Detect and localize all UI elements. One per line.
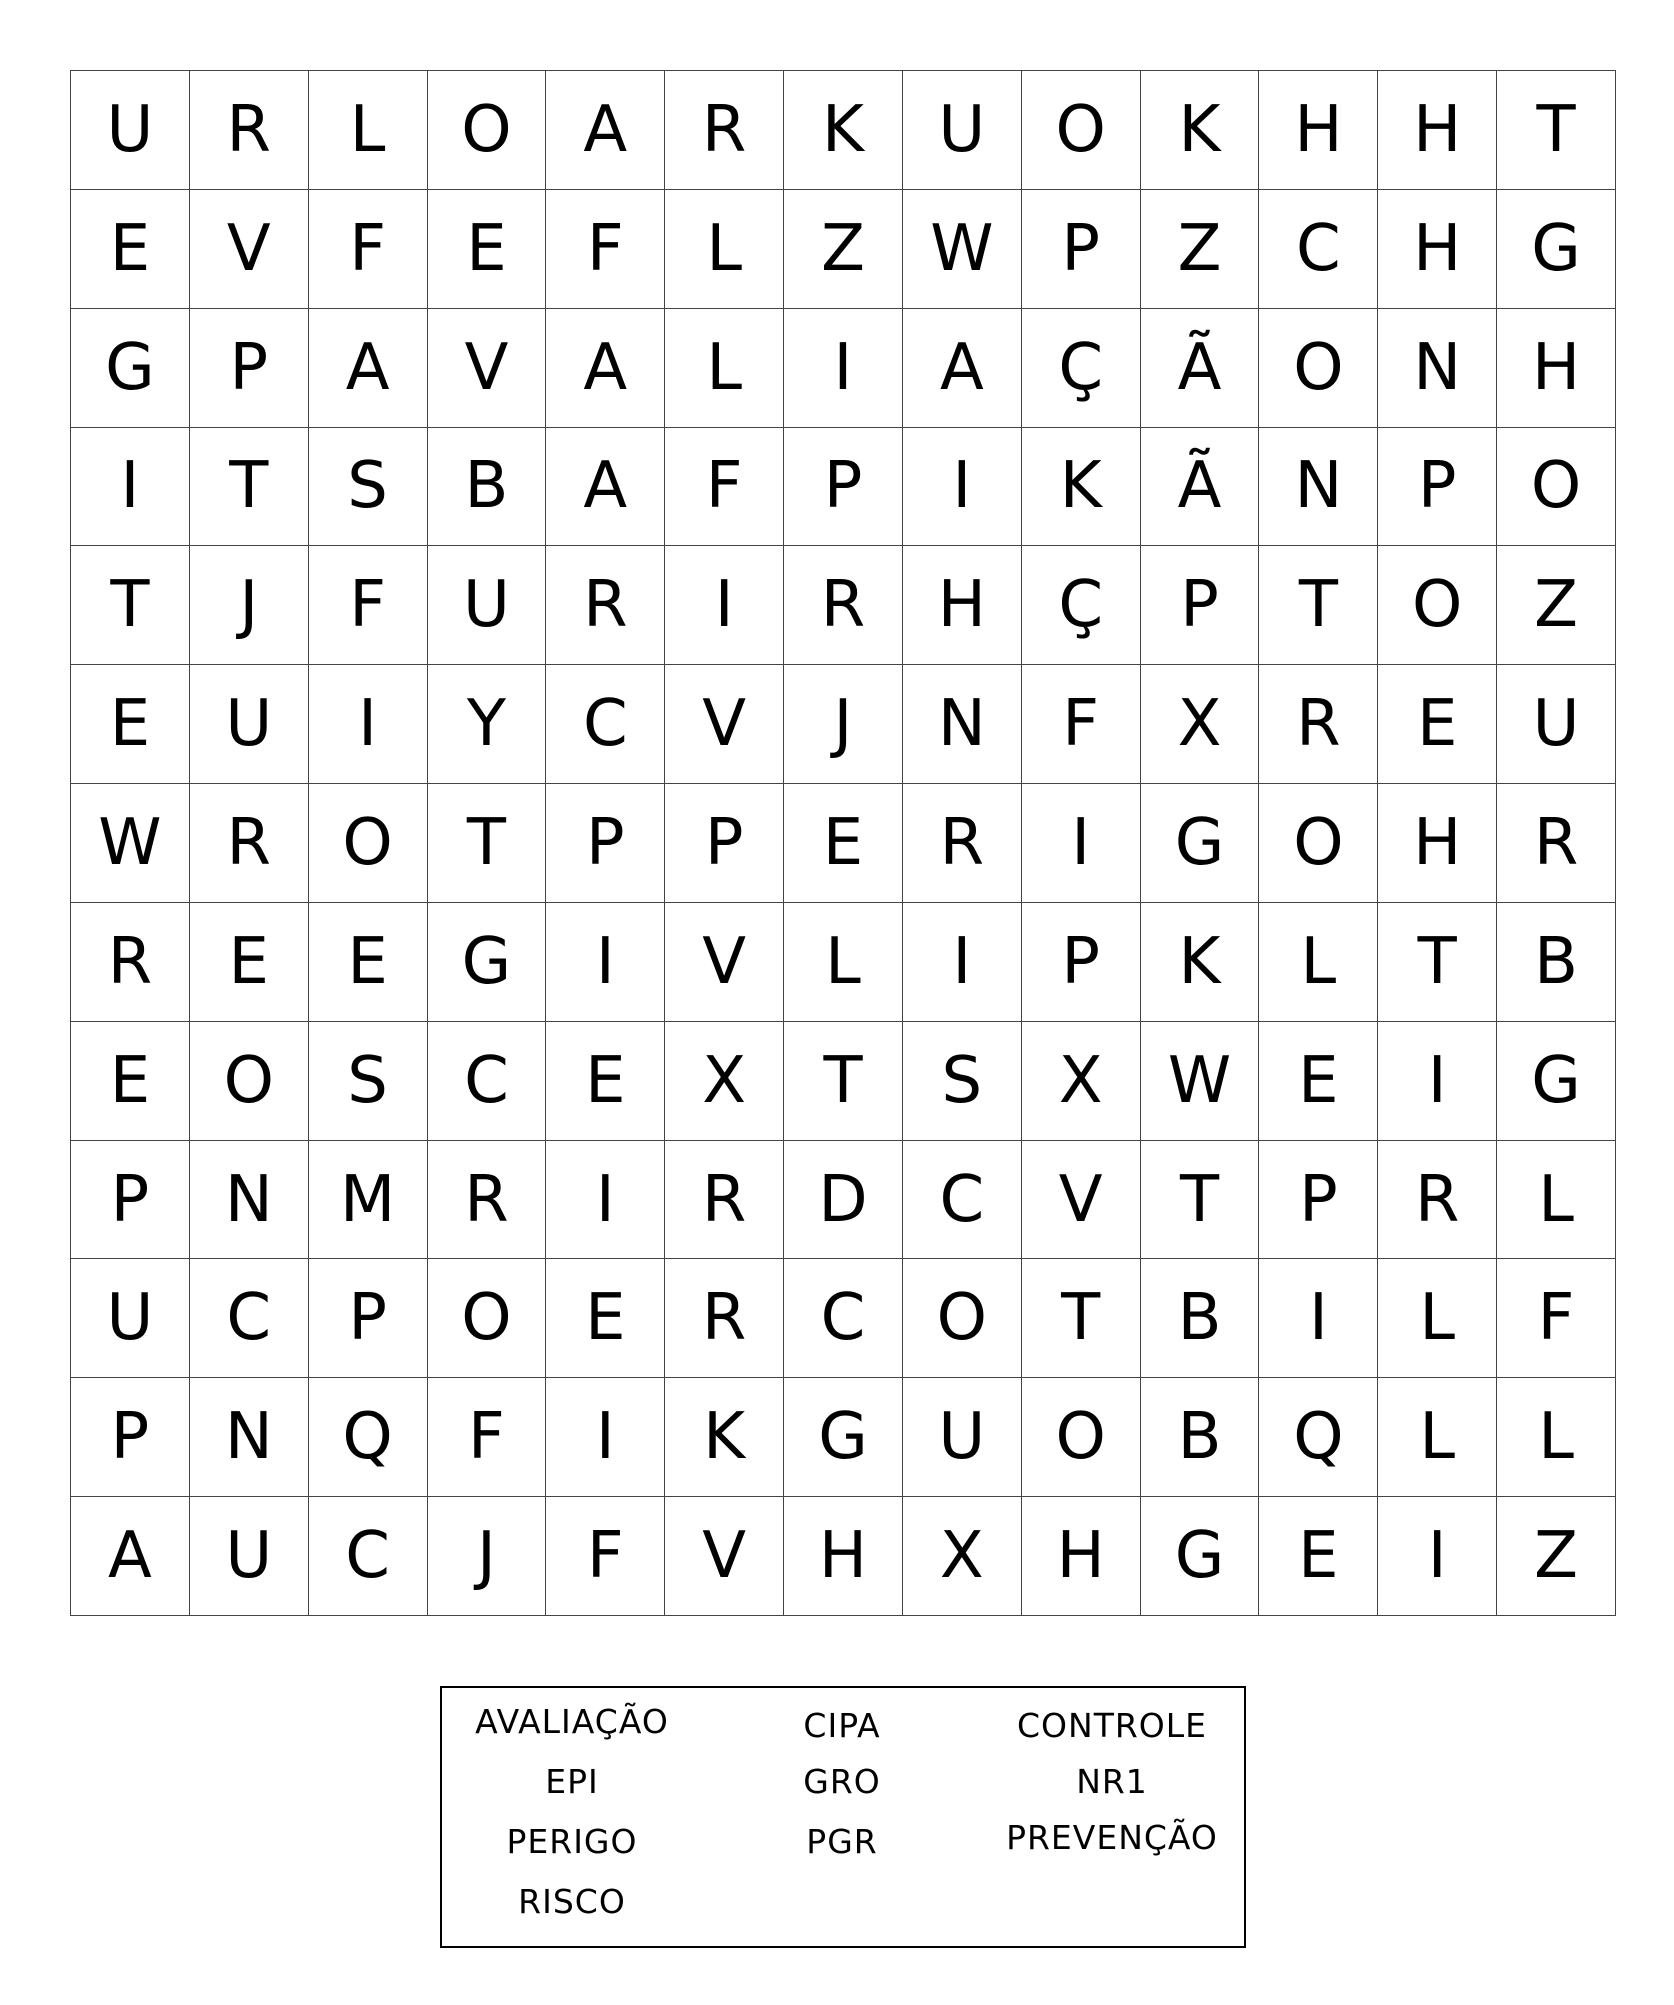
grid-cell[interactable]: Z [784,190,903,309]
grid-cell[interactable]: H [1497,309,1616,428]
grid-cell[interactable]: I [1378,1497,1497,1616]
grid-cell[interactable]: P [1378,428,1497,547]
grid-cell[interactable]: G [1497,190,1616,309]
grid-cell[interactable]: P [1022,190,1141,309]
grid-cell[interactable]: Ã [1141,428,1260,547]
grid-cell[interactable]: I [1378,1022,1497,1141]
grid-cell[interactable]: G [1141,1497,1260,1616]
grid-cell[interactable]: I [309,665,428,784]
word-list-box [440,1686,1246,1948]
grid-cell[interactable]: X [1141,665,1260,784]
grid-cell[interactable]: T [1378,903,1497,1022]
grid-cell[interactable]: K [784,71,903,190]
grid-cell[interactable]: R [428,1141,547,1260]
grid-cell[interactable]: R [665,71,784,190]
grid-cell[interactable]: R [903,784,1022,903]
grid-cell[interactable]: I [1259,1259,1378,1378]
grid-cell[interactable]: U [190,665,309,784]
grid-cell[interactable]: L [1378,1378,1497,1497]
grid-cell[interactable]: E [1378,665,1497,784]
grid-cell[interactable]: H [1022,1497,1141,1616]
grid-cell[interactable]: J [190,546,309,665]
grid-cell[interactable]: E [1259,1022,1378,1141]
grid-cell[interactable]: B [1141,1378,1260,1497]
grid-cell[interactable]: F [546,1497,665,1616]
grid-cell[interactable]: T [1497,71,1616,190]
grid-cell[interactable]: T [190,428,309,547]
grid-cell[interactable]: U [903,71,1022,190]
grid-cell[interactable]: E [546,1022,665,1141]
grid-cell[interactable]: C [546,665,665,784]
grid-cell[interactable]: L [665,309,784,428]
grid-cell[interactable]: S [309,428,428,547]
grid-cell[interactable]: E [71,665,190,784]
grid-cell[interactable]: I [903,903,1022,1022]
grid-cell[interactable]: V [428,309,547,428]
grid-cell[interactable]: V [665,903,784,1022]
grid-cell[interactable]: U [190,1497,309,1616]
grid-cell[interactable]: V [665,1497,784,1616]
grid-cell[interactable]: A [546,428,665,547]
grid-cell[interactable]: O [1378,546,1497,665]
grid-cell[interactable]: Ç [1022,309,1141,428]
grid-cell[interactable]: N [190,1378,309,1497]
grid-cell[interactable]: U [71,1259,190,1378]
word-list-item: RISCO [518,1882,626,1921]
grid-cell[interactable]: T [784,1022,903,1141]
grid-cell[interactable]: O [1259,309,1378,428]
grid-cell[interactable]: E [428,190,547,309]
grid-cell[interactable]: W [903,190,1022,309]
grid-cell[interactable]: T [1022,1259,1141,1378]
grid-cell[interactable]: U [428,546,547,665]
grid-cell[interactable]: P [71,1378,190,1497]
grid-cell[interactable]: P [665,784,784,903]
grid-cell[interactable]: H [784,1497,903,1616]
grid-cell[interactable]: R [665,1141,784,1260]
grid-cell[interactable]: V [665,665,784,784]
grid-cell[interactable]: R [190,784,309,903]
grid-cell[interactable]: P [1259,1141,1378,1260]
grid-cell[interactable]: W [71,784,190,903]
grid-cell[interactable]: F [1497,1259,1616,1378]
grid-cell[interactable]: N [1378,309,1497,428]
grid-cell[interactable]: H [903,546,1022,665]
grid-cell[interactable]: I [1022,784,1141,903]
grid-cell[interactable]: B [1497,903,1616,1022]
grid-cell[interactable]: F [309,546,428,665]
grid-cell[interactable]: L [1378,1259,1497,1378]
grid-cell[interactable]: I [546,903,665,1022]
grid-cell[interactable]: P [1022,903,1141,1022]
grid-cell[interactable]: V [190,190,309,309]
grid-cell[interactable]: P [1141,546,1260,665]
letter-grid [70,70,1616,1616]
grid-cell[interactable]: K [1022,428,1141,547]
grid-cell[interactable]: I [665,546,784,665]
grid-cell[interactable]: G [1497,1022,1616,1141]
grid-cell[interactable]: J [784,665,903,784]
grid-cell[interactable]: H [1378,71,1497,190]
grid-cell[interactable]: L [784,903,903,1022]
grid-cell[interactable]: I [546,1141,665,1260]
grid-cell[interactable]: E [546,1259,665,1378]
grid-cell[interactable]: O [1022,1378,1141,1497]
grid-cell[interactable]: F [1022,665,1141,784]
grid-cell[interactable]: H [1378,784,1497,903]
grid-cell[interactable]: R [1378,1141,1497,1260]
grid-cell[interactable]: I [71,428,190,547]
grid-cell[interactable]: F [309,190,428,309]
grid-cell[interactable]: C [1259,190,1378,309]
grid-cell[interactable]: X [1022,1022,1141,1141]
grid-cell[interactable]: C [903,1141,1022,1260]
grid-cell[interactable]: Ã [1141,309,1260,428]
grid-cell[interactable]: M [309,1141,428,1260]
grid-cell[interactable]: K [1141,903,1260,1022]
grid-cell[interactable]: I [546,1378,665,1497]
grid-cell[interactable]: R [190,71,309,190]
grid-cell[interactable]: B [1141,1259,1260,1378]
grid-cell[interactable]: N [1259,428,1378,547]
grid-cell[interactable]: E [309,903,428,1022]
grid-cell[interactable]: F [428,1378,547,1497]
grid-cell[interactable]: C [784,1259,903,1378]
grid-cell[interactable]: R [546,546,665,665]
grid-cell[interactable]: H [1259,71,1378,190]
grid-cell[interactable]: Z [1497,546,1616,665]
grid-cell[interactable]: E [190,903,309,1022]
grid-cell[interactable]: O [1022,71,1141,190]
grid-cell[interactable]: N [190,1141,309,1260]
grid-cell[interactable]: Z [1497,1497,1616,1616]
grid-cell[interactable]: R [71,903,190,1022]
grid-cell[interactable]: E [71,1022,190,1141]
grid-cell[interactable]: R [665,1259,784,1378]
grid-cell[interactable]: S [903,1022,1022,1141]
grid-cell[interactable]: E [71,190,190,309]
grid-cell[interactable]: A [903,309,1022,428]
grid-cell[interactable]: I [903,428,1022,547]
grid-cell[interactable]: O [1497,428,1616,547]
grid-cell[interactable]: V [1022,1141,1141,1260]
grid-cell[interactable]: P [71,1141,190,1260]
grid-cell[interactable]: T [71,546,190,665]
grid-cell[interactable]: U [903,1378,1022,1497]
grid-cell[interactable]: Ç [1022,546,1141,665]
word-list-item: CIPA [803,1706,881,1745]
grid-cell[interactable]: N [903,665,1022,784]
grid-cell[interactable]: G [784,1378,903,1497]
grid-cell[interactable]: O [309,784,428,903]
grid-cell[interactable]: O [903,1259,1022,1378]
grid-cell[interactable]: O [428,71,547,190]
grid-cell[interactable]: Z [1141,190,1260,309]
grid-cell[interactable]: F [665,428,784,547]
grid-cell[interactable]: G [428,903,547,1022]
grid-cell[interactable]: F [546,190,665,309]
grid-cell[interactable]: L [1497,1378,1616,1497]
grid-cell[interactable]: K [665,1378,784,1497]
grid-cell[interactable]: L [1259,903,1378,1022]
grid-cell[interactable]: Q [309,1378,428,1497]
grid-cell[interactable]: W [1141,1022,1260,1141]
grid-cell[interactable]: G [71,309,190,428]
grid-cell[interactable]: P [190,309,309,428]
word-list-item: CONTROLE [1017,1706,1207,1745]
grid-cell[interactable]: U [71,71,190,190]
grid-cell[interactable]: T [428,784,547,903]
word-list-item: GRO [803,1762,881,1801]
grid-cell[interactable]: O [1259,784,1378,903]
grid-cell[interactable]: O [190,1022,309,1141]
grid-cell[interactable]: R [784,546,903,665]
word-list-item: PREVENÇÃO [1006,1818,1218,1857]
grid-cell[interactable]: X [903,1497,1022,1616]
grid-cell[interactable]: H [1378,190,1497,309]
grid-cell[interactable]: A [546,309,665,428]
word-list-item: NR1 [1076,1762,1148,1801]
grid-cell[interactable]: L [665,190,784,309]
grid-cell[interactable]: I [784,309,903,428]
word-list-item: PERIGO [506,1822,638,1861]
grid-cell[interactable]: B [428,428,547,547]
grid-cell[interactable]: G [1141,784,1260,903]
word-list-item: PGR [806,1822,878,1861]
word-list-item: AVALIAÇÃO [475,1702,669,1741]
grid-cell[interactable]: E [1259,1497,1378,1616]
grid-cell[interactable]: L [1497,1141,1616,1260]
grid-cell[interactable]: P [784,428,903,547]
grid-cell[interactable]: R [1497,784,1616,903]
grid-cell[interactable]: T [1259,546,1378,665]
grid-cell[interactable]: P [546,784,665,903]
grid-cell[interactable]: L [309,71,428,190]
grid-cell[interactable]: O [428,1259,547,1378]
grid-cell[interactable]: A [546,71,665,190]
grid-cell[interactable]: C [309,1497,428,1616]
grid-cell[interactable]: A [71,1497,190,1616]
grid-cell[interactable]: U [1497,665,1616,784]
grid-cell[interactable]: D [784,1141,903,1260]
grid-cell[interactable]: J [428,1497,547,1616]
grid-cell[interactable]: S [309,1022,428,1141]
grid-cell[interactable]: C [428,1022,547,1141]
grid-cell[interactable]: P [309,1259,428,1378]
grid-cell[interactable]: Q [1259,1378,1378,1497]
grid-cell[interactable]: C [190,1259,309,1378]
grid-cell[interactable]: R [1259,665,1378,784]
grid-cell[interactable]: X [665,1022,784,1141]
grid-cell[interactable]: E [784,784,903,903]
grid-cell[interactable]: K [1141,71,1260,190]
grid-cell[interactable]: T [1141,1141,1260,1260]
word-list-item: EPI [545,1762,599,1801]
grid-cell[interactable]: A [309,309,428,428]
grid-cell[interactable]: Y [428,665,547,784]
